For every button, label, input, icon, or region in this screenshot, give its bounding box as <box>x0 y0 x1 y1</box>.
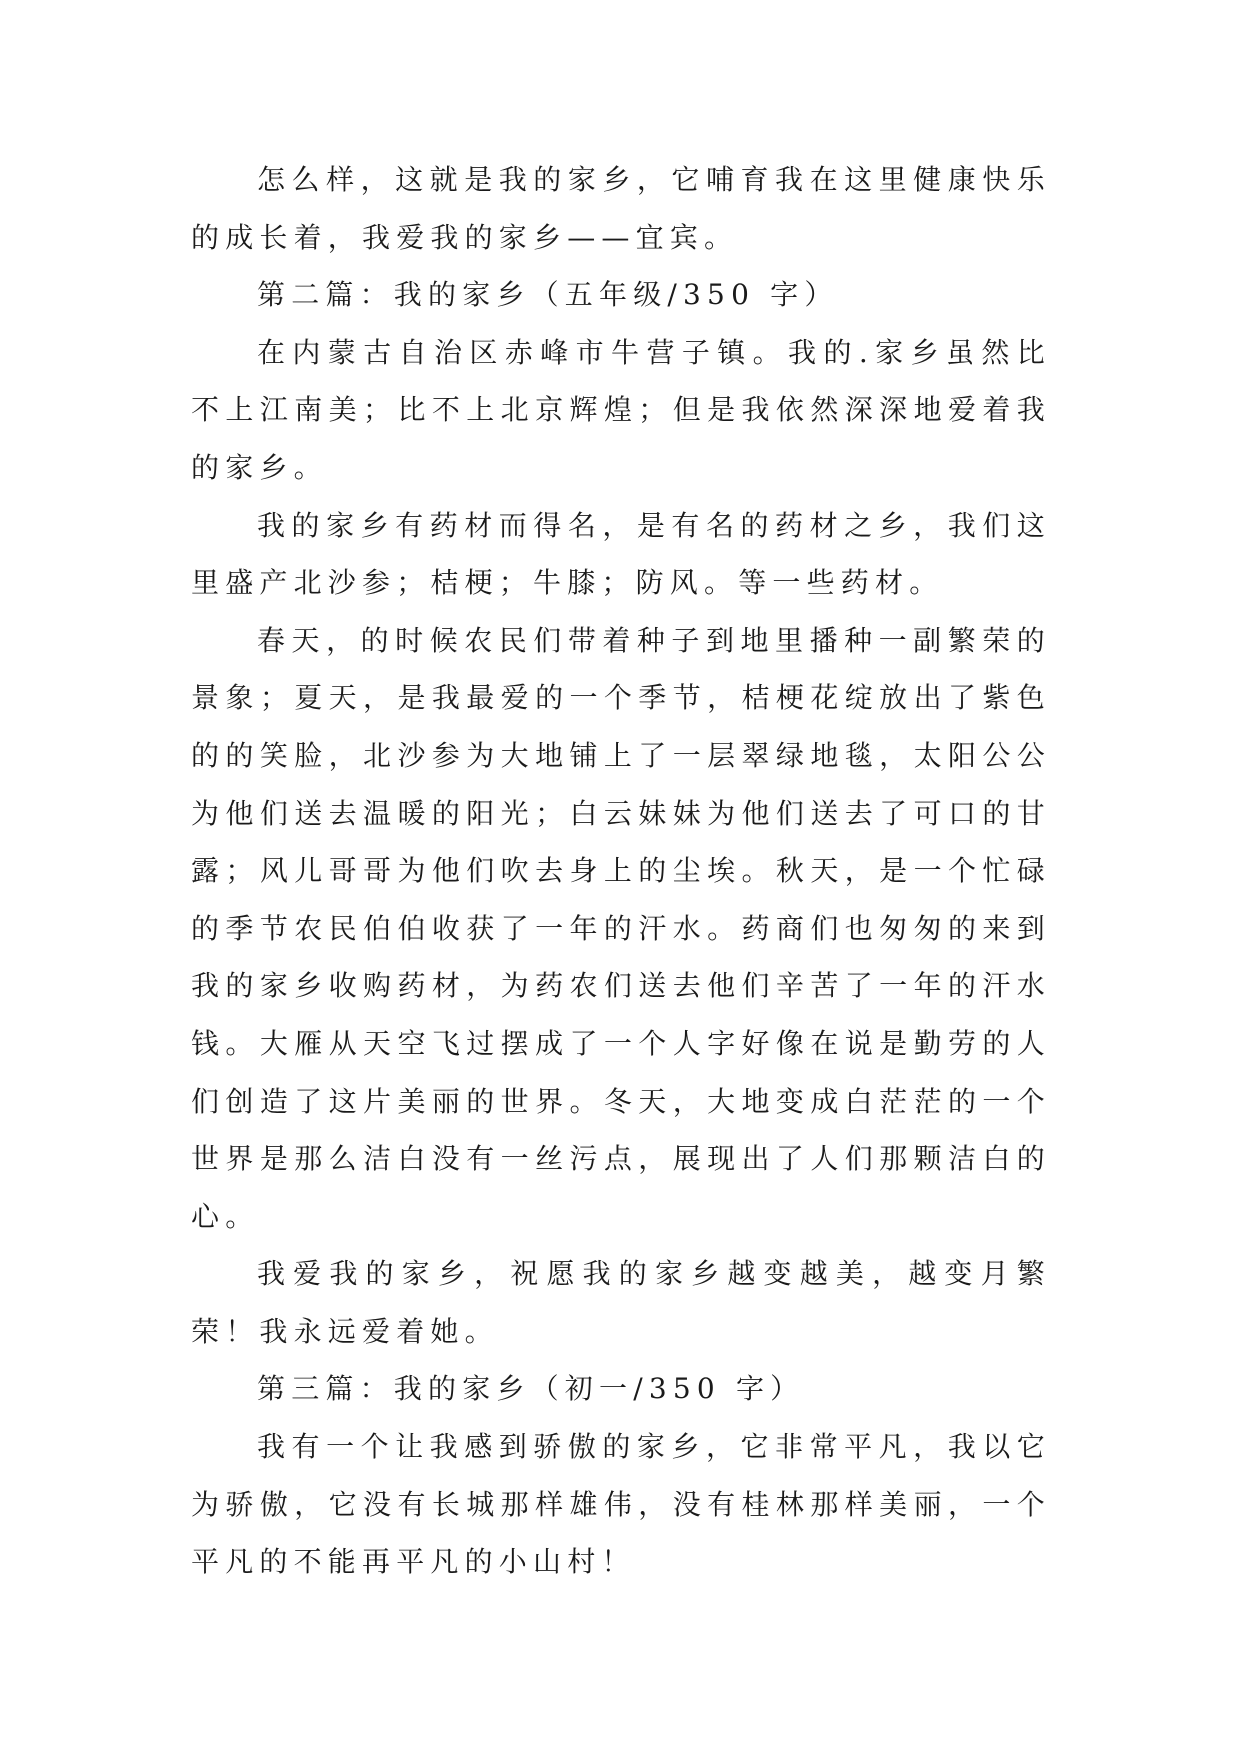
section-heading: 第二篇：我的家乡（五年级/350 字） <box>257 278 839 312</box>
document-page <box>191 151 1051 1591</box>
paragraph: 我有一个让我感到骄傲的家乡，它非常平凡，我以它为骄傲，它没有长城那样雄伟，没有桂林那样美丽，一个平凡的不能再平凡的小山村！ <box>191 1430 1051 1579</box>
section-heading: 第三篇：我的家乡（初一/350 字） <box>257 1372 805 1406</box>
paragraph: 怎么样，这就是我的家乡，它哺育我在这里健康快乐的成长着，我爱我的家乡——宜宾。 <box>191 163 1051 254</box>
paragraph: 我爱我的家乡，祝愿我的家乡越变越美，越变月繁荣！我永远爱着她。 <box>191 1257 1051 1348</box>
paragraph: 在内蒙古自治区赤峰市牛营子镇。我的.家乡虽然比不上江南美；比不上北京辉煌；但是我依然深深地爱着我的家乡。 <box>191 335 1051 484</box>
paragraph: 春天，的时候农民们带着种子到地里播种一副繁荣的景象；夏天，是我最爱的一个季节，桔梗花绽放出了紫色的的笑脸，北沙参为大地铺上了一层翠绿地毯，太阳公公为他们送去温暖的阳光；白云妹妹为他们送去了可口的甘露；风儿哥哥为他们吹去身上的尘埃。秋天，是一个忙碌的季节农民伯伯收获了一年的汗水。药商们也匆匆的来到我的家乡收购药材，为药农们送去他们辛苦了一年的汗水钱。大雁从天空飞过摆成了一个人字好像在说是勤劳的人们创造了这片美丽的世界。冬天，大地变成白茫茫的一个世界是那么洁白没有一丝污点，展现出了人们那颗洁白的心。 <box>191 623 1051 1233</box>
paragraph: 我的家乡有药材而得名，是有名的药材之乡，我们这里盛产北沙参；桔梗；牛膝；防风。等一些药材。 <box>191 508 1051 600</box>
